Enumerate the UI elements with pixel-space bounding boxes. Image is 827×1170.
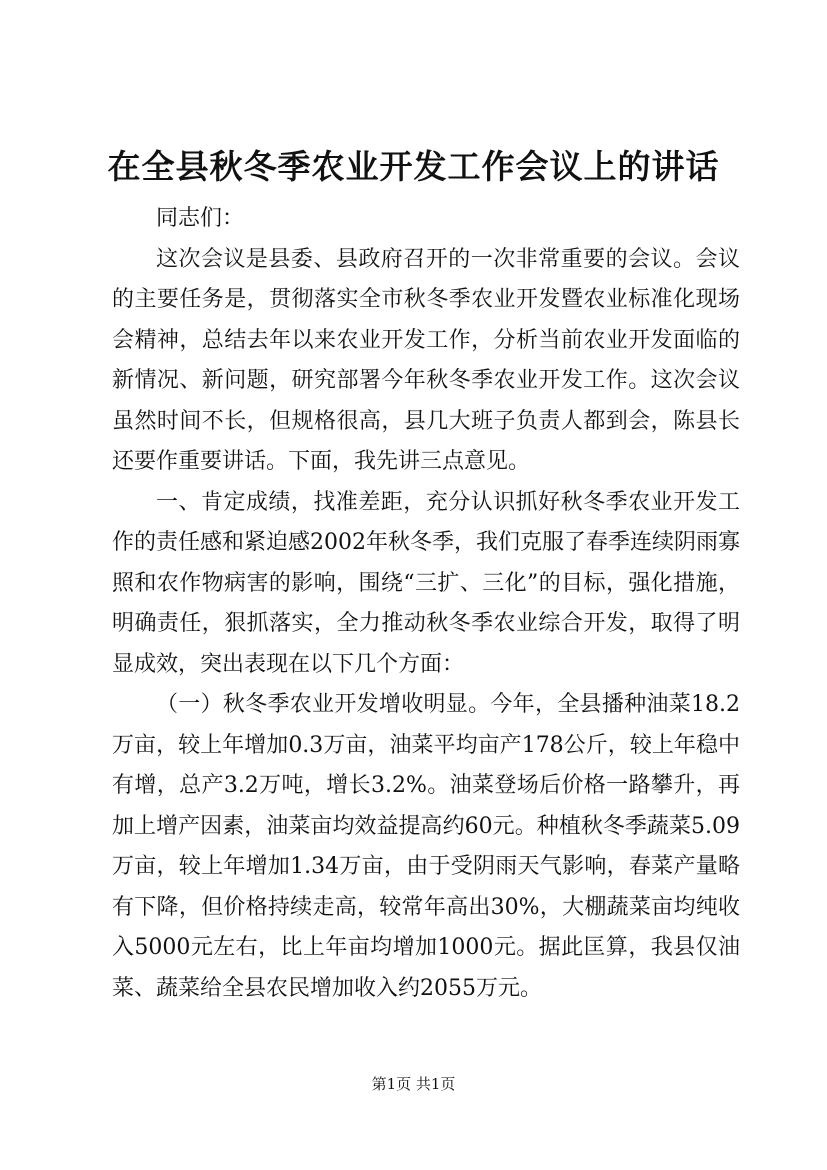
document-body xyxy=(112,199,740,1009)
salutation-paragraph: 同志们： xyxy=(156,206,245,231)
subsection-one-paragraph: （一）秋冬季农业开发增收明显。今年，全县播种油菜18.2万亩，较上年增加0.3万亩，油菜平均亩产178公斤，较上年稳中有增，总产3.2万吨，增长3.2%。油菜登场后价格一路攀升，再加上增产因素，油菜亩均效益提高约60元。种植秋冬季蔬菜5.09万亩，较上年增加1.34万亩，由于受阴雨天气影响，春菜产量略有下降，但价格持续走高，较常年高出30%，大棚蔬菜亩均纯收入5000元左右，比上年亩均增加1000元。据此匡算，我县仅油菜、蔬菜给全县农民增加收入约2055万元。 xyxy=(112,692,740,1001)
document-title: 在全县秋冬季农业开发工作会议上的讲话 xyxy=(107,147,720,186)
section-one-paragraph: 一、肯定成绩，找准差距，充分认识抓好秋冬季农业开发工作的责任感和紧迫感2002年秋冬季，我们克服了春季连续阴雨寡照和农作物病害的影响，围绕“三扩、三化”的目标，强化措施，明确责任，狠抓落实，全力推动秋冬季农业综合开发，取得了明显成效，突出表现在以下几个方面： xyxy=(112,489,740,677)
intro-paragraph: 这次会议是县委、县政府召开的一次非常重要的会议。会议的主要任务是，贯彻落实全市秋冬季农业开发暨农业标准化现场会精神，总结去年以来农业开发工作，分析当前农业开发面临的新情况、新问题，研究部署今年秋冬季农业开发工作。这次会议虽然时间不长，但规格很高，县几大班子负责人都到会，陈县长还要作重要讲话。下面，我先讲三点意见。 xyxy=(112,246,740,474)
page-number-footer: 第1页 共1页 xyxy=(371,1075,456,1093)
